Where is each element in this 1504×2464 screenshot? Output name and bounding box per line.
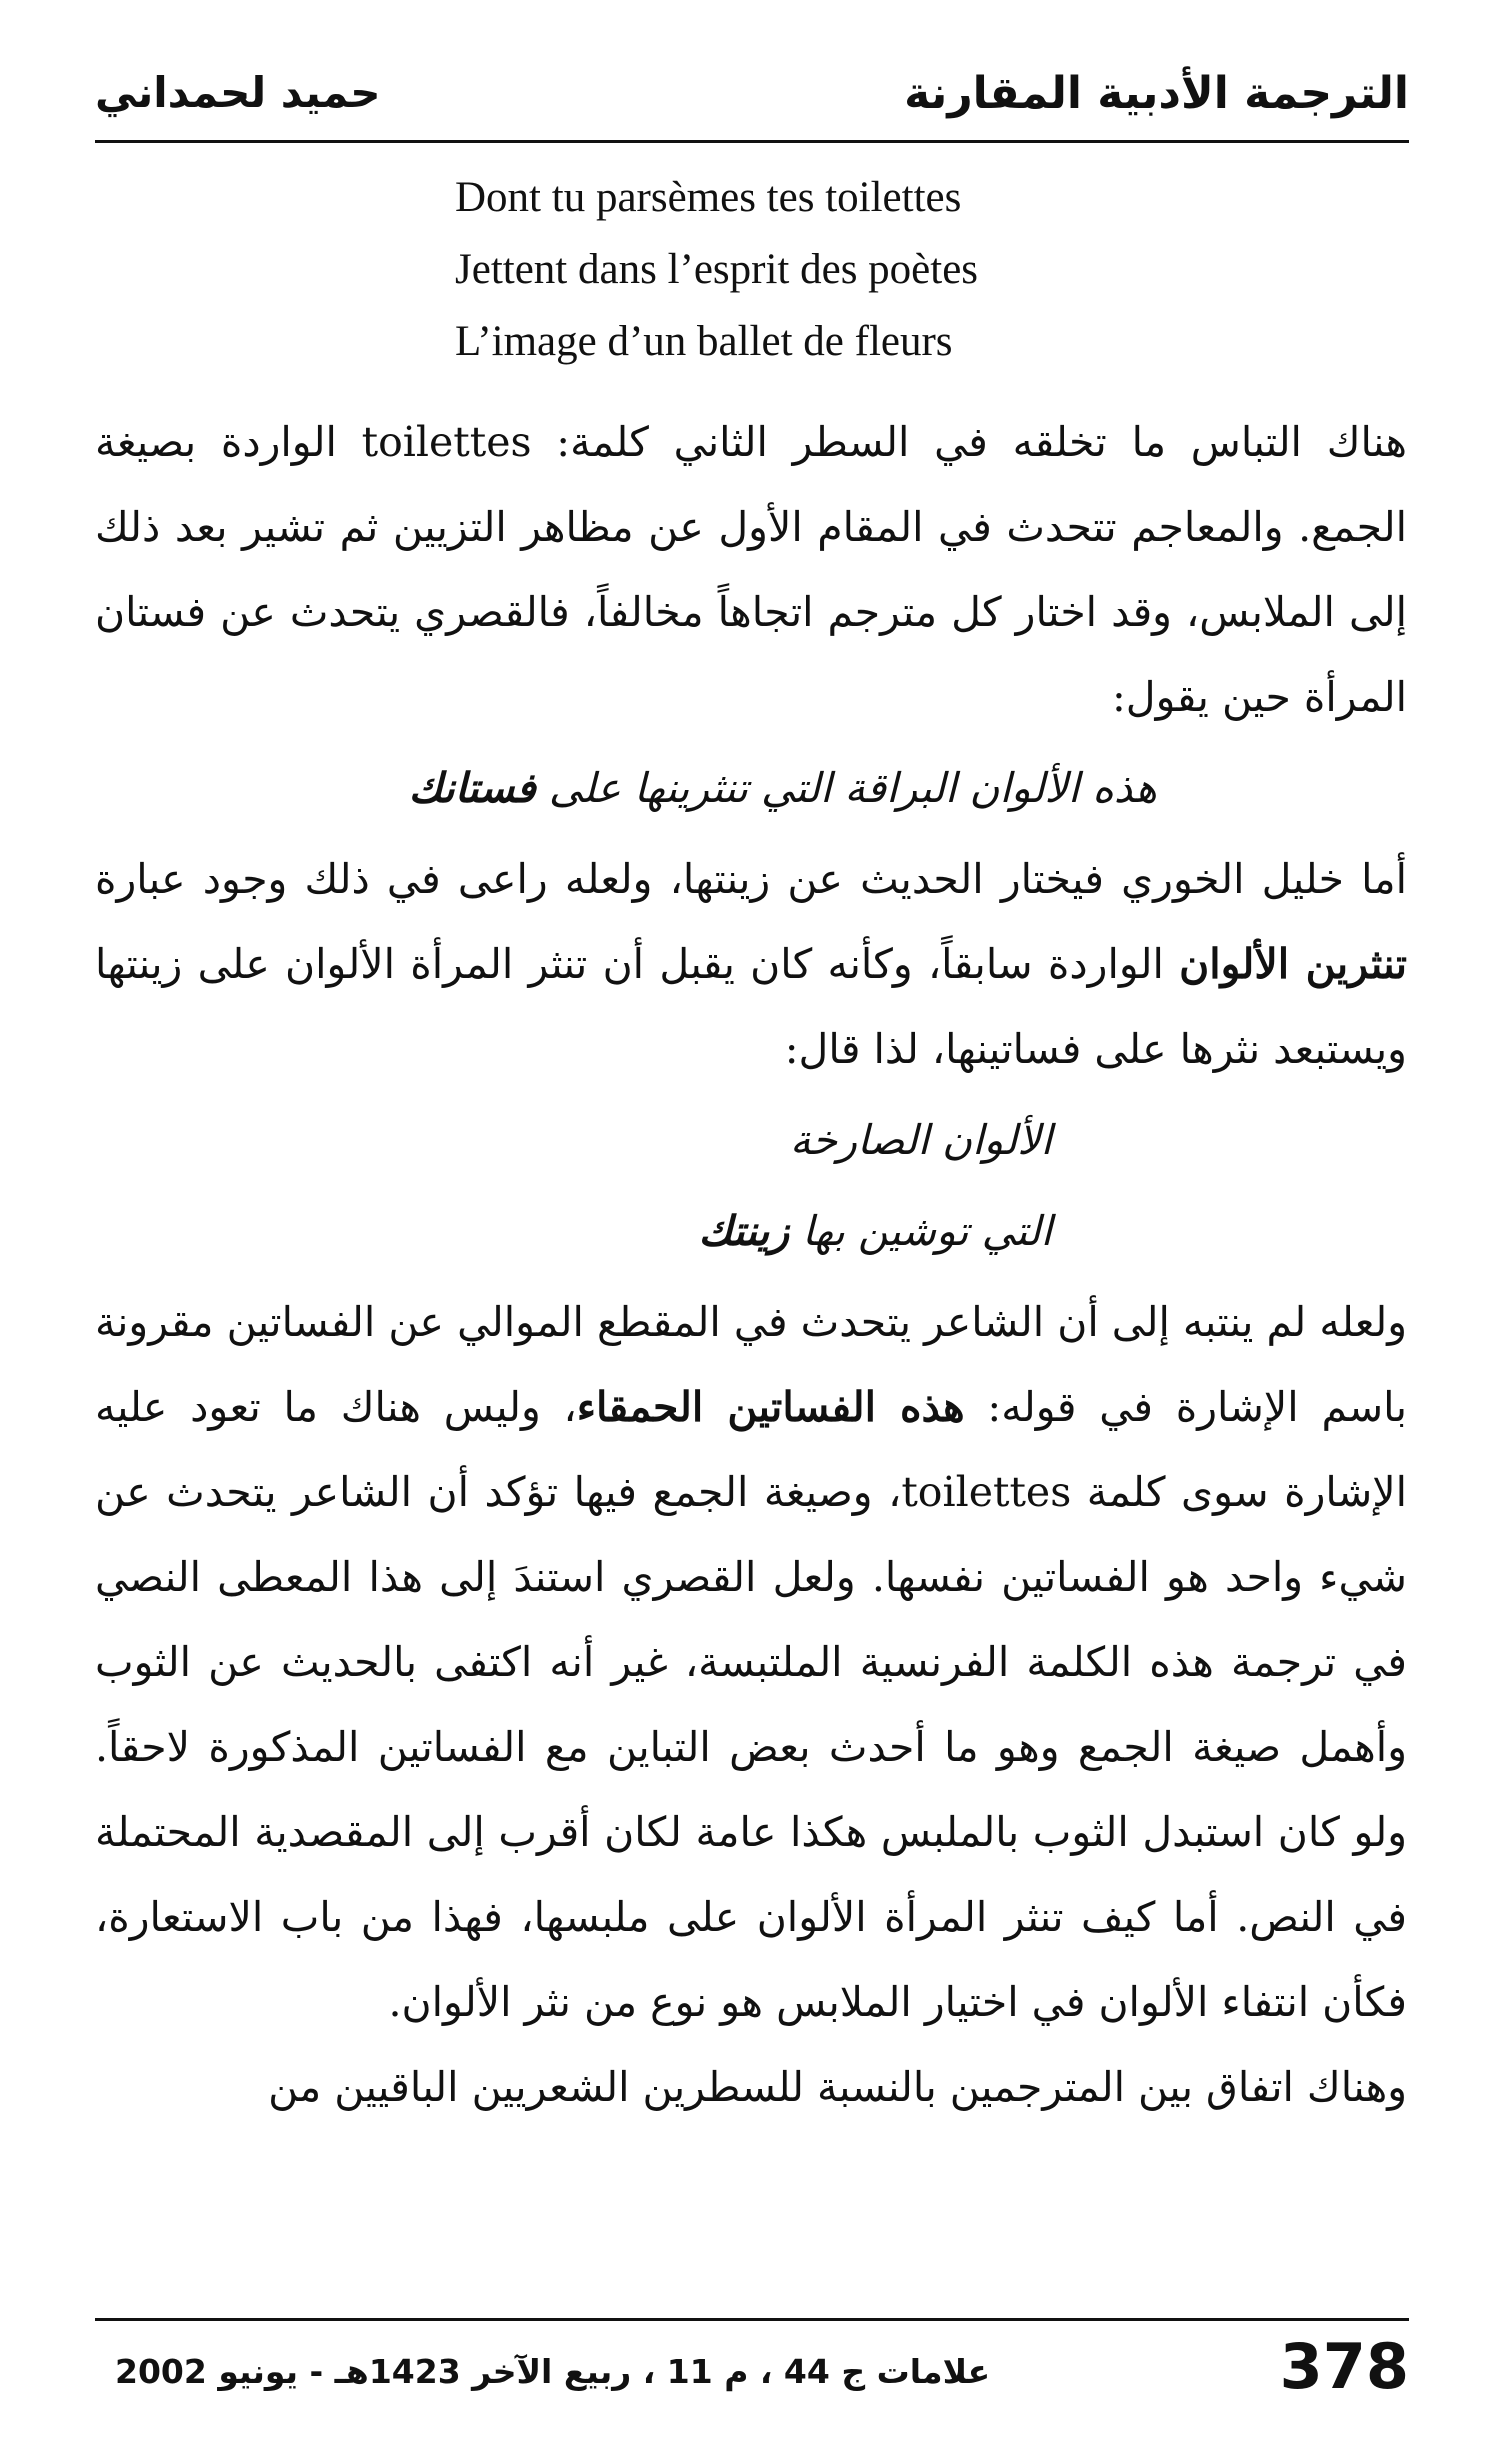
journal-citation: علامات ج 44 ، م 11 ، ربيع الآخر 1423هـ - يونيو 2002 (115, 2352, 991, 2391)
french-verse-line: Jettent dans l’esprit des poètes (455, 246, 979, 293)
quote-1-bold: فستانك (408, 764, 536, 812)
paragraph-2-b: الواردة سابقاً، وكأنه كان يقبل أن تنثر المرأة الألوان على زينتها ويستبعد نثرها على فساتينها، لذا قال: (95, 940, 1407, 1073)
quote-2-line-2 (95, 1189, 1407, 1274)
paragraph-2-bold: تنثرين الألوان (1179, 940, 1407, 988)
quote-2-bold: زينتك (698, 1207, 790, 1255)
paragraph-3-b: ، وليس هناك ما تعود عليه الإشارة سوى كلمة toilettes، وصيغة الجمع فيها تؤكد أن الشاعر يتحدث عن شيء واحد هو الفساتين نفسها. ولعل القصري استندَ إلى هذا المعطى النصي في ترجمة هذه الكلمة الفرنسية الملتبسة، غير أنه اكتفى بالحديث عن الثوب وأهمل صيغة الجمع وهو ما أحدث بعض التباين مع الفساتين المذكورة لاحقاً. ولو كان استبدل الثوب بالملبس هكذا عامة لكان أقرب إلى المقصدية المحتملة في النص. أما كيف تنثر المرأة الألوان على ملبسها، فهذا من باب الاستعارة، فكأن انتفاء الألوان في اختيار الملابس هو نوع من نثر الألوان. (95, 1383, 1407, 2026)
quote-1 (95, 746, 1407, 831)
running-author: حميد لحمداني (95, 68, 381, 117)
french-verse-line: Dont tu parsèmes tes toilettes (455, 174, 962, 221)
paragraph-2 (95, 837, 1407, 1092)
paragraph-2-a: أما خليل الخوري فيختار الحديث عن زينتها، ولعله راعى في ذلك وجود عبارة (95, 855, 1407, 903)
quote-2-line-1: الألوان الصارخة (789, 1116, 1052, 1164)
quote-1-text: هذه الألوان البراقة التي تنثرينها على (548, 764, 1157, 812)
footer (95, 2330, 1409, 2420)
paragraph-3 (95, 1280, 1407, 2045)
paragraph-3-a: ولعله لم ينتبه إلى أن الشاعر يتحدث في المقطع الموالي عن الفساتين مقرونة باسم الإشارة في قوله: (95, 1298, 1407, 1431)
running-header (95, 58, 1409, 138)
paragraph-1: هناك التباس ما تخلقه في السطر الثاني كلمة: toilettes الواردة بصيغة الجمع. والمعاجم تتحدث في المقام الأول عن مظاهر التزيين ثم تشير بعد ذلك إلى الملابس، وقد اختار كل مترجم اتجاهاً مخالفاً، فالقصري يتحدث عن فستان المرأة حين يقول: (95, 418, 1407, 721)
body-text (95, 400, 1407, 2130)
header-rule (95, 140, 1409, 143)
french-verse-line: L’image d’un ballet de fleurs (455, 318, 953, 365)
footer-rule (95, 2318, 1409, 2321)
page-number: 378 (1279, 2330, 1409, 2403)
paragraph-3-bold: هذه الفساتين الحمقاء (576, 1383, 965, 1431)
quote-2-text: التي توشين بها (802, 1207, 1052, 1255)
running-title: الترجمة الأدبية المقارنة (904, 68, 1409, 119)
paragraph-4: وهناك اتفاق بين المترجمين بالنسبة للسطرين الشعريين الباقيين من (268, 2063, 1407, 2111)
french-verses (455, 162, 1255, 378)
